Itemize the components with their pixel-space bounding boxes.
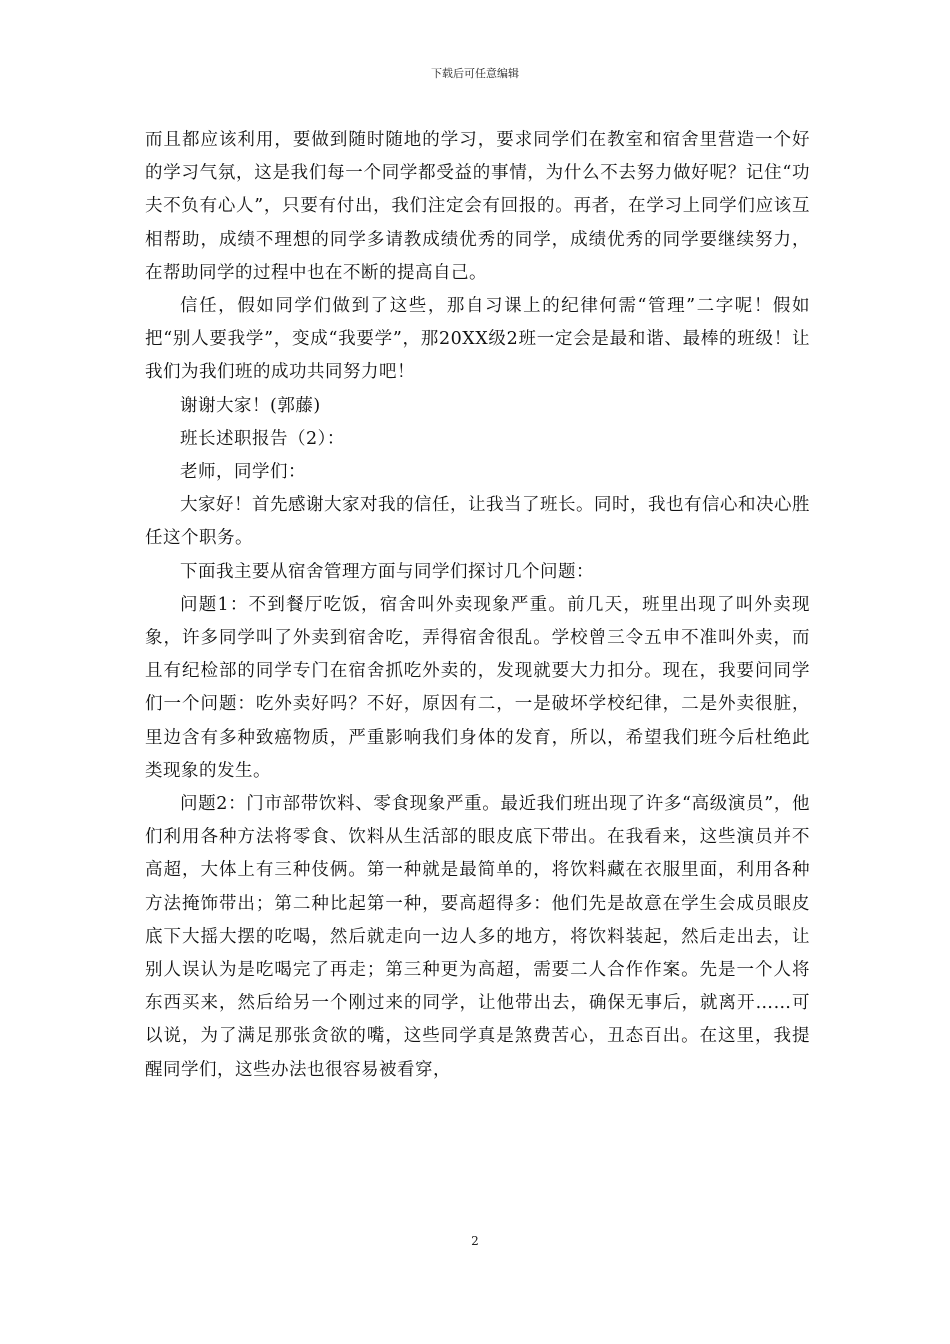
paragraph-thanks: 谢谢大家！(郭藤) <box>180 395 321 416</box>
paragraph-issue-2: 问题2：门市部带饮料、零食现象严重。最近我们班出现了许多“高级演员”，他们利用各种方法将零食、饮料从生活部的眼皮底下带出。在我看来，这些演员并不高超，大体上有三种伎俩。第一种就是最简单的，将饮料藏在衣服里面，利用各种方法掩饰带出；第二种比起第一种，要高超得多：他们先是故意在学生会成员眼皮底下大摇大摆的吃喝，然后就走向一边人多的地方，将饮料装起，然后走出去，让别人误认为是吃喝完了再走；第三种更为高超，需要二人合作作案。先是一个人将东西买来，然后给另一个刚过来的同学，让他带出去，确保无事后，就离开……可以说，为了满足那张贪欲的嘴，这些同学真是煞费苦心，丑态百出。在这里，我提醒同学们，这些办法也很容易被看穿， <box>145 794 810 1080</box>
paragraph-greeting: 大家好！首先感谢大家对我的信任，让我当了班长。同时，我也有信心和决心胜任这个职务。 <box>145 495 810 549</box>
paragraph-issue-1: 问题1：不到餐厅吃饭，宿舍叫外卖现象严重。前几天，班里出现了叫外卖现象，许多同学叫了外卖到宿舍吃，弄得宿舍很乱。学校曾三令五申不准叫外卖，而且有纪检部的同学专门在宿舍抓吃外卖的，发现就要大力扣分。现在，我要问同学们一个问题：吃外卖好吗？不好，原因有二，一是破坏学校纪律，二是外卖很脏，里边含有多种致癌物质，严重影响我们身体的发育，所以，希望我们班今后杜绝此类现象的发生。 <box>145 594 810 781</box>
document-body <box>145 124 810 1087</box>
page-header: 下载后可任意编辑 <box>431 67 519 80</box>
paragraph-intro: 下面我主要从宿舍管理方面与同学们探讨几个问题： <box>180 561 594 582</box>
section-title: 班长述职报告（2）： <box>180 428 345 449</box>
page-number: 2 <box>471 1234 479 1248</box>
salutation: 老师，同学们： <box>180 462 306 483</box>
paragraph-trust: 信任，假如同学们做到了这些，那自习课上的纪律何需“管理”二字呢！假如把“别人要我学”，变成“我要学”，那20XX级2班一定会是最和谐、最棒的班级！让我们为我们班的成功共同努力吧！ <box>145 296 810 383</box>
paragraph-continuation: 而且都应该利用，要做到随时随地的学习，要求同学们在教室和宿舍里营造一个好的学习气氛，这是我们每一个同学都受益的事情，为什么不去努力做好呢？记住“功夫不负有心人”，只要有付出，我们注定会有回报的。再者，在学习上同学们应该互相帮助，成绩不理想的同学多请教成绩优秀的同学，成绩优秀的同学要继续努力，在帮助同学的过程中也在不断的提高自己。 <box>145 130 810 283</box>
